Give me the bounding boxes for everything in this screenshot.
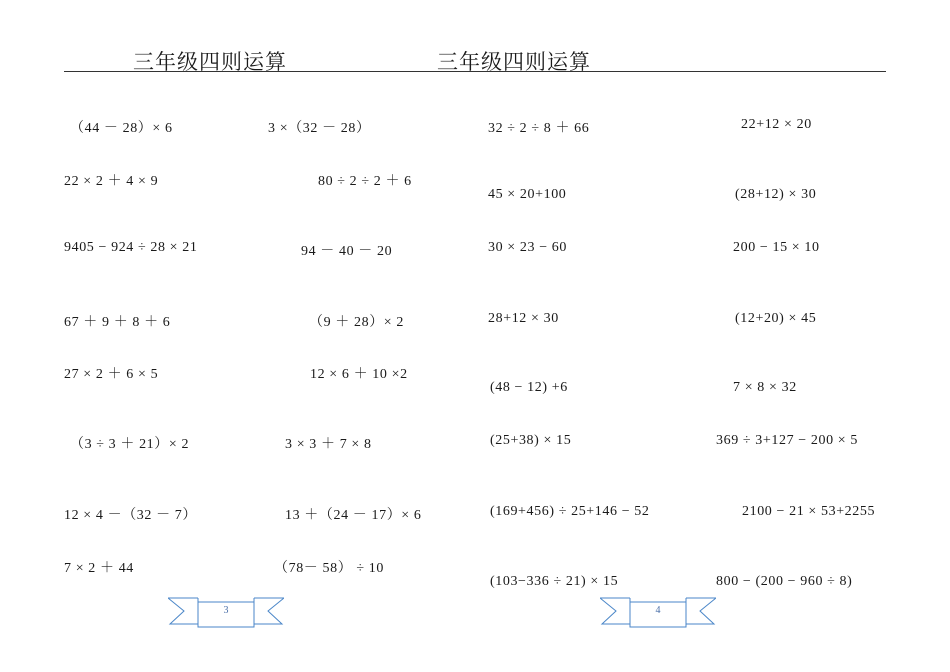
problem-item: （78－ 58） ÷ 10 bbox=[274, 561, 384, 576]
problem-item: 12 × 4 －（32 － 7） bbox=[64, 508, 197, 523]
header-divider bbox=[64, 71, 886, 72]
problem-item: (25+38) × 15 bbox=[490, 433, 572, 448]
problem-item: 80 ÷ 2 ÷ 2 ＋ 6 bbox=[318, 174, 412, 189]
page-number: 3 bbox=[223, 605, 229, 616]
problem-item: 369 ÷ 3+127 − 200 × 5 bbox=[716, 433, 858, 448]
problem-item: 9405 − 924 ÷ 28 × 21 bbox=[64, 240, 198, 255]
problem-item: 94 － 40 － 20 bbox=[301, 244, 393, 259]
problem-item: 67 ＋ 9 ＋ 8 ＋ 6 bbox=[64, 315, 171, 330]
problem-item: 2100 − 21 × 53+2255 bbox=[742, 504, 876, 519]
problem-item: 7 × 2 ＋ 44 bbox=[64, 561, 134, 576]
problem-item: 28+12 × 30 bbox=[488, 311, 559, 326]
problem-item: (28+12) × 30 bbox=[735, 187, 817, 202]
problem-item: (48 − 12) +6 bbox=[490, 380, 568, 395]
problem-item: 30 × 23 − 60 bbox=[488, 240, 567, 255]
problem-item: (169+456) ÷ 25+146 − 52 bbox=[490, 504, 650, 519]
problem-item: (103−336 ÷ 21) × 15 bbox=[490, 574, 619, 589]
problem-item: （44 － 28）× 6 bbox=[70, 121, 173, 136]
page-number-ribbon-right bbox=[600, 594, 716, 630]
problem-item: 22+12 × 20 bbox=[741, 117, 812, 132]
problem-item: 27 × 2 ＋ 6 × 5 bbox=[64, 367, 159, 382]
problem-item: 3 × 3 ＋ 7 × 8 bbox=[285, 437, 372, 452]
problem-item: 22 × 2 ＋ 4 × 9 bbox=[64, 174, 159, 189]
problem-item: （3 ÷ 3 ＋ 21）× 2 bbox=[70, 437, 190, 452]
page-number: 4 bbox=[655, 605, 661, 616]
problem-item: 3 ×（32 － 28） bbox=[268, 121, 371, 136]
problem-item: 45 × 20+100 bbox=[488, 187, 567, 202]
problem-item: 12 × 6 ＋ 10 ×2 bbox=[310, 367, 408, 382]
problem-item: （9 ＋ 28）× 2 bbox=[309, 315, 404, 330]
problem-item: 32 ÷ 2 ÷ 8 ＋ 66 bbox=[488, 121, 590, 136]
problem-item: 7 × 8 × 32 bbox=[733, 380, 797, 395]
problem-item: 13 ＋（24 － 17）× 6 bbox=[285, 508, 422, 523]
page-title-right: 三年级四则运算 bbox=[437, 50, 591, 74]
page-number-ribbon-left bbox=[168, 594, 284, 630]
problem-item: 800 − (200 − 960 ÷ 8) bbox=[716, 574, 853, 589]
page-title-left: 三年级四则运算 bbox=[133, 50, 287, 74]
problem-item: 200 − 15 × 10 bbox=[733, 240, 820, 255]
problem-item: (12+20) × 45 bbox=[735, 311, 817, 326]
